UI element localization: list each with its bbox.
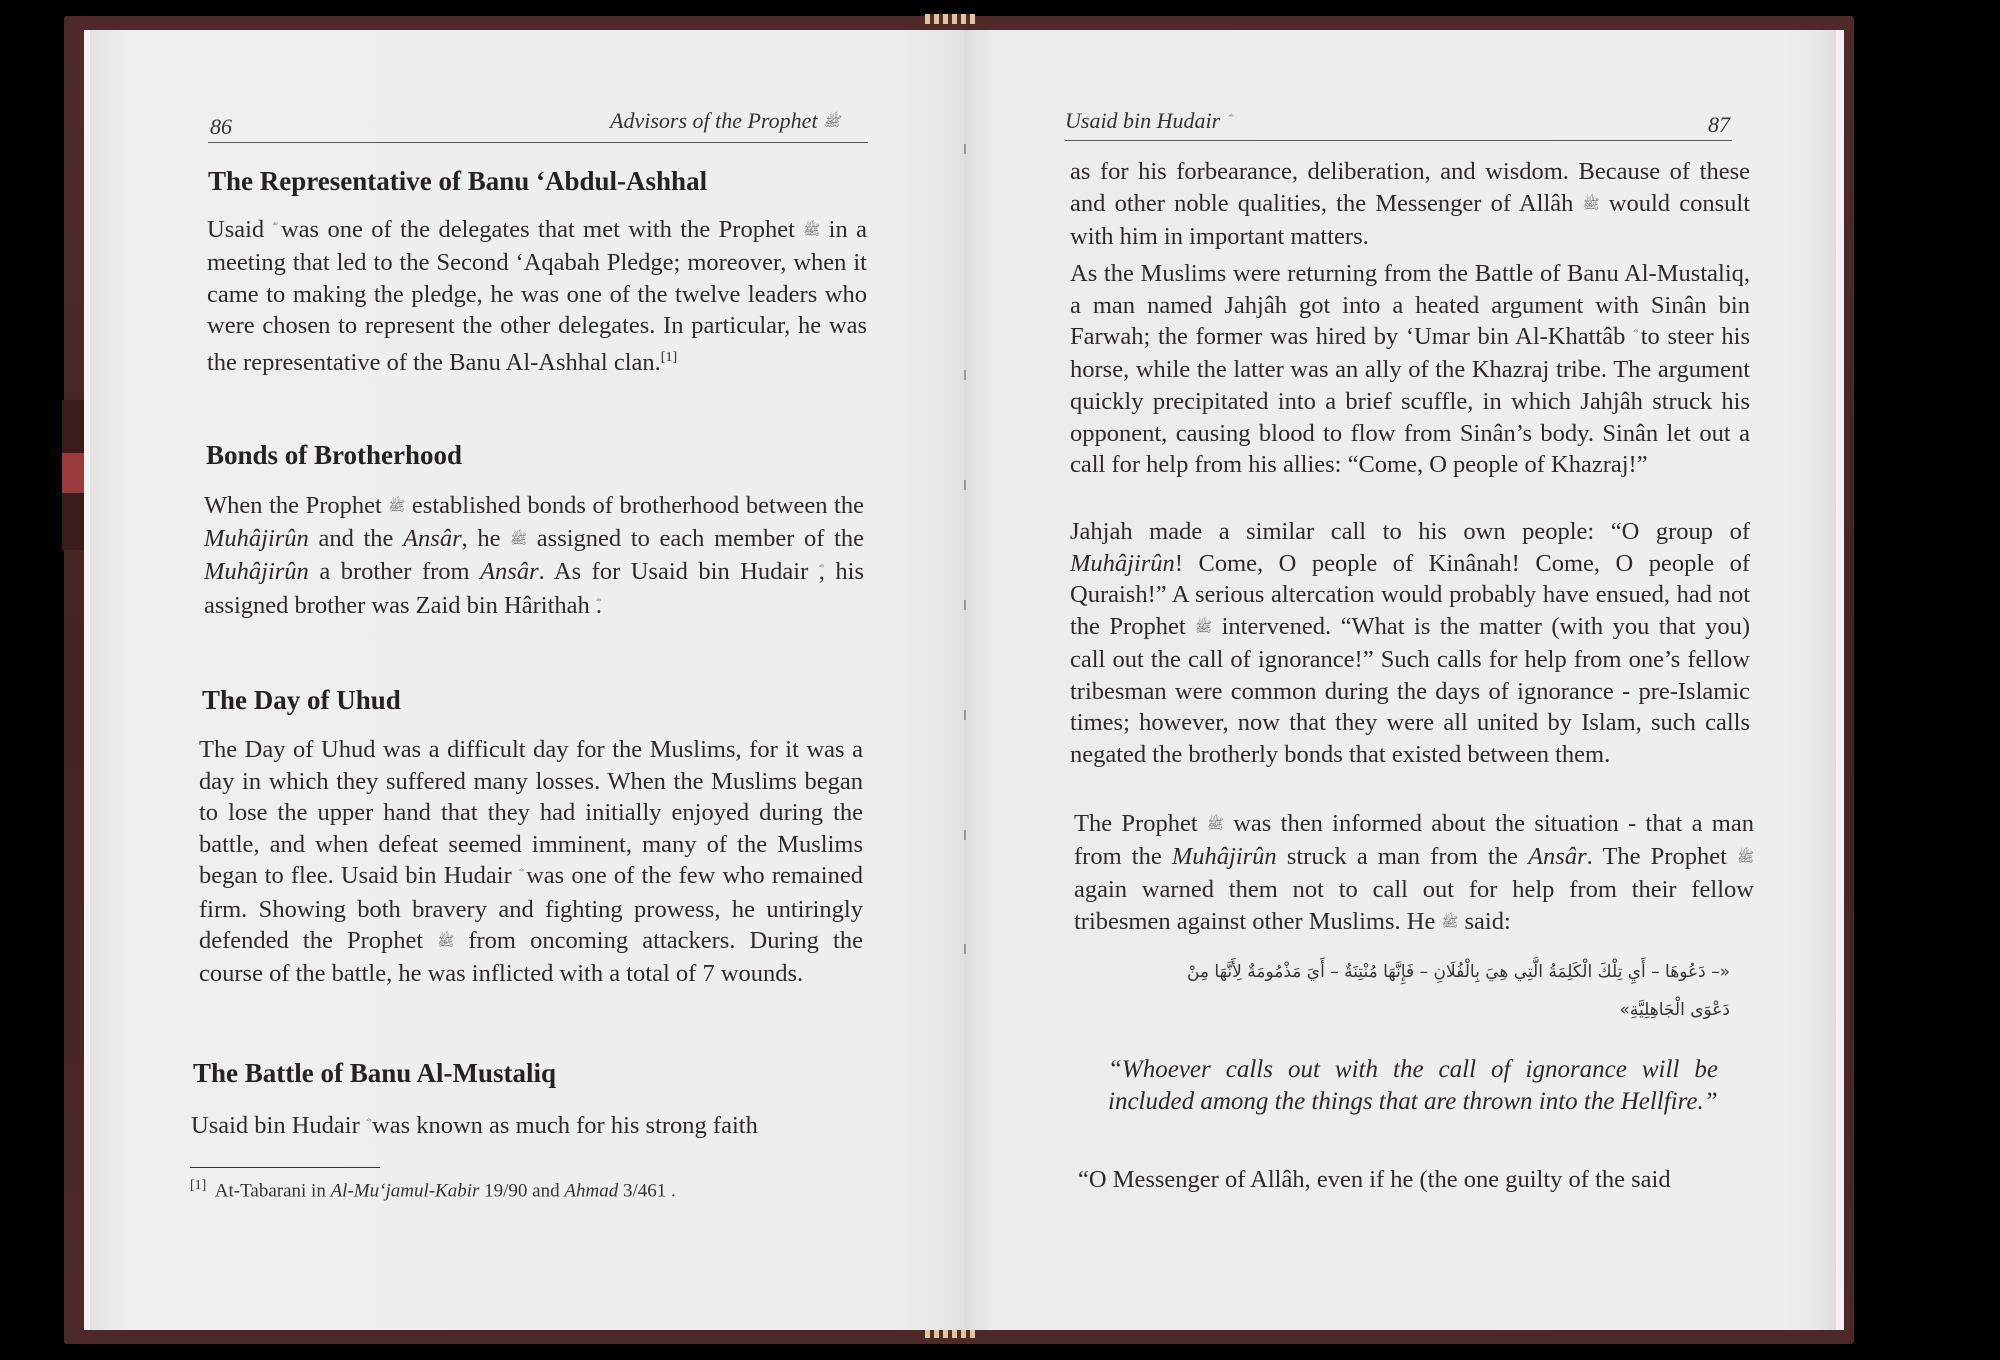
gutter-mark <box>964 710 966 720</box>
paragraph: As the Muslims were returning from the Battle of Banu Al-Mustaliq, a man named Jahjâh got into a heated argument with Sinân bin Farwah; the former was hired by ‘Umar bin Al-Khattâb to steer his horse, while the latter was an ally of the Khazraj tribe. The argument quickly precipitated into a brief scuffle, in which Jahjâh struck his opponent, causing blood to flow from Sinân’s body. Sinân let out a call for help from his allies: “Come, O people of Khazraj!” <box>1070 260 1750 479</box>
footnote-marker: [1] <box>190 1178 207 1193</box>
gutter-mark <box>964 830 966 840</box>
gutter-mark <box>964 600 966 610</box>
paragraph: “O Messenger of Allâh, even if he (the one guilty of the said <box>1078 1166 1671 1193</box>
pbuh-symbol-icon: ﷺ <box>1195 620 1213 636</box>
footnote-ref[interactable]: [1] <box>660 349 678 365</box>
page-number-right: 87 <box>1708 112 1730 137</box>
gutter-mark <box>964 944 966 954</box>
pbuh-symbol-icon: ﷺ <box>510 532 528 548</box>
cover-red-band <box>62 453 84 493</box>
pbuh-symbol-icon: ﷺ <box>1441 915 1459 931</box>
gutter-mark <box>964 370 966 380</box>
page-number-left: 86 <box>210 114 232 139</box>
paragraph: Jahjah made a similar call to his own people: “O group of Muhâjirûn! Come, O people of Kinânah! Come, O people of Quraish!” A serious altercation would probably have ensued, had not the Prophet ﷺ intervened. “What is the matter (with you that you) call out the call of ignorance!” Such calls for help from one’s fellow tribesman were common during the days of ignorance - pre-Islamic times; however, now that they were all united by Islam, such calls negated the brotherly bonds that existed between them. <box>1070 518 1750 768</box>
gutter-mark <box>964 480 966 490</box>
paragraph: Usaid bin Hudair was known as much for his strong faith <box>191 1112 758 1139</box>
gutter-mark <box>964 144 966 154</box>
header-rule-right <box>1065 140 1732 141</box>
pbuh-symbol-icon: ﷺ <box>388 499 406 515</box>
section-heading: The Representative of Banu ‘Abdul-Ashhal <box>208 166 708 196</box>
section-heading: The Battle of Banu Al-Mustaliq <box>193 1058 557 1088</box>
running-head-left-text: Advisors of the Prophet <box>610 108 818 133</box>
footnote-rule <box>190 1167 380 1168</box>
arabic-hadith-line-1: «– دَعُوهَا – أَيِ تِلْكَ الْكَلِمَةُ الَّتِي هِيَ بِالْفُلَانِ – فَإِنَّهَا مُنْتِنَةٌ – أَيَ مَذْمُومَةٌ لِأَنَّهَا مِنْ <box>1186 962 1730 982</box>
hadith-translation-quote: “Whoever calls out with the call of ignorance will be included among the things that are thrown into the Hellfire.” <box>1108 1056 1718 1115</box>
paragraph: as for his forbearance, deliberation, and wisdom. Because of these and other noble qualities, the Messenger of Allâh ﷺ would consult with him in important matters. <box>1070 158 1750 250</box>
pbuh-symbol-icon: ﷺ <box>1206 817 1224 833</box>
section-heading: The Day of Uhud <box>202 685 401 715</box>
running-head-right-text: Usaid bin Hudair <box>1065 108 1221 133</box>
running-head-right <box>1065 108 1226 134</box>
pbuh-symbol-icon: ﷺ <box>437 934 455 950</box>
paragraph: The Day of Uhud was a difficult day for the Muslims, for it was a day in which they suffered many losses. When the Muslims began to lose the upper hand that they had initially enjoyed during the battle, and when defeat seemed imminent, many of the Muslims began to flee. Usaid bin Hudair was one of the few who remained firm. Showing both bravery and fighting prowess, he untiringly defended the Prophet ﷺ from oncoming attackers. During the course of the battle, he was inflicted with a total of 7 wounds. <box>199 736 863 988</box>
paragraph: Usaid was one of the delegates that met with the Prophet ﷺ in a meeting that led to the Second ‘Aqabah Pledge; moreover, when it came to making the pledge, he was one of the twelve leaders who were chosen to represent the other delegates. In particular, he was the representative of the Banu Al-Ashhal clan.[1] <box>207 216 867 377</box>
headband-top <box>925 14 975 24</box>
pbuh-symbol-icon: ﷺ <box>823 114 840 130</box>
running-head-left <box>610 108 840 134</box>
pbuh-symbol-icon: ﷺ <box>1582 197 1600 213</box>
footnote: [1] At-Tabarani in Al-Mu‘jamul-Kabir 19/90 and Ahmad 3/461 . <box>190 1178 676 1202</box>
pbuh-symbol-icon: ﷺ <box>1737 850 1754 866</box>
section-heading: Bonds of Brotherhood <box>206 440 463 470</box>
header-rule-left <box>208 142 868 143</box>
paragraph: When the Prophet ﷺ established bonds of brotherhood between the Muhâjirûn and the Ansâr, he ﷺ assigned to each member of the Muhâjirûn a brother from Ansâr. As for Usaid bin Hudair , his assigned brother was Zaid bin Hârithah . <box>204 492 865 619</box>
pbuh-symbol-icon: ﷺ <box>803 223 821 239</box>
paragraph: The Prophet ﷺ was then informed about the situation - that a man from the Muhâjirûn struck a man from the Ansâr. The Prophet ﷺ again warned them not to call out for help from their fellow tribesmen against other Muslims. He ﷺ said: <box>1074 810 1754 935</box>
arabic-hadith-line-2: دَعْوَى الْجَاهِلِيَّةِ» <box>1619 1000 1730 1020</box>
